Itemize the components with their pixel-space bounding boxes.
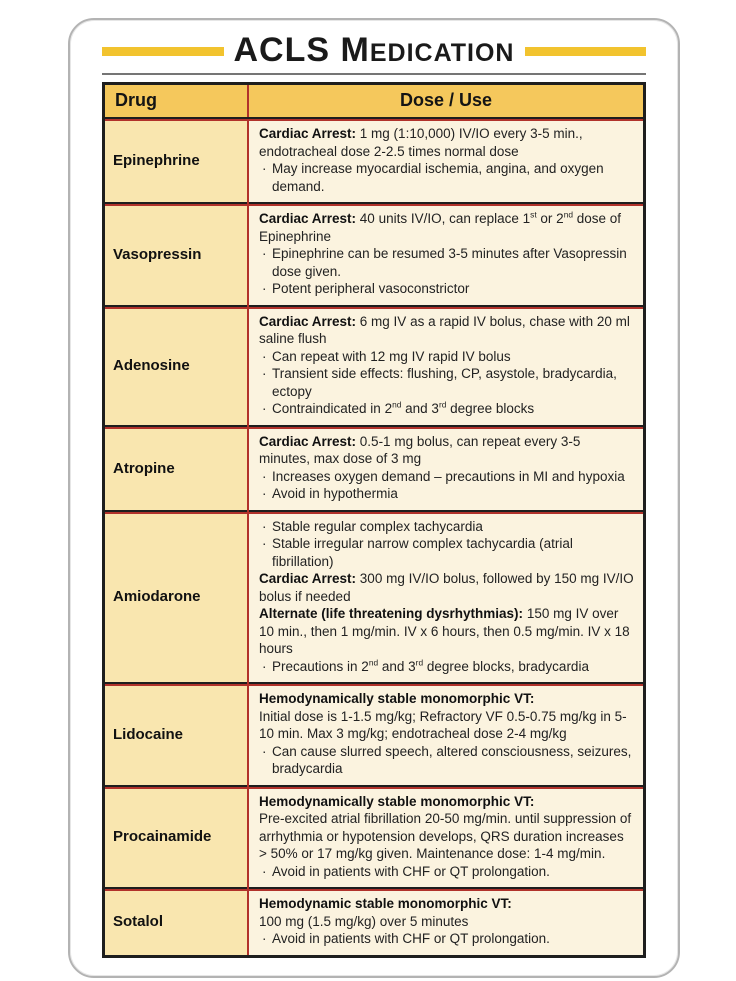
- dose-bullet-item: [259, 280, 635, 298]
- text-segment: Cardiac Arrest:: [259, 571, 357, 586]
- bullet-marker: ·: [262, 281, 267, 296]
- bullet-marker: ·: [262, 366, 267, 381]
- text-segment: Hemodynamic stable monomorphic VT:: [259, 896, 512, 911]
- text-segment: Transient side effects: flushing, CP, asystole, bradycardia, ectopy: [272, 366, 617, 399]
- drug-name-cell: Adenosine: [104, 306, 249, 426]
- table-row: [104, 683, 645, 786]
- dose-paragraph: [259, 605, 635, 658]
- dose-paragraph: [259, 210, 635, 245]
- bullet-marker: ·: [262, 486, 267, 501]
- dose-bullet-item: [259, 743, 635, 778]
- card-content: [102, 32, 646, 958]
- text-segment: 6 mg IV as a rapid IV bolus, chase with 20 ml saline flush: [259, 313, 630, 346]
- text-segment: rd: [438, 399, 447, 410]
- text-segment: Cardiac Arrest:: [259, 211, 357, 226]
- dose-bullet-item: [259, 485, 635, 503]
- text-segment: Can repeat with 12 mg IV rapid IV bolus: [272, 348, 511, 364]
- text-segment: Cardiac Arrest:: [259, 433, 357, 449]
- dose-bullet-item: [259, 348, 635, 366]
- table-row: [104, 306, 645, 426]
- table-row: [104, 511, 645, 684]
- bullet-marker: ·: [262, 161, 267, 176]
- text-segment: 0.5-1 mg bolus, can repeat every 3-5 minutes, max dose of 3 mg: [259, 433, 581, 466]
- drug-name-cell: Atropine: [104, 426, 249, 511]
- drug-name-cell: Procainamide: [104, 786, 249, 889]
- dose-bullet-item: [259, 863, 635, 881]
- text-segment: 1 mg (1:10,000) IV/IO every 3-5 min., endotracheal dose 2-2.5 times normal dose: [259, 126, 583, 159]
- drug-name-cell: Vasopressin: [104, 203, 249, 306]
- reference-card: [68, 18, 680, 978]
- text-segment: Stable regular complex tachycardia: [272, 518, 483, 534]
- dose-bullet-item: [259, 535, 635, 570]
- drug-name-cell: Amiodarone: [104, 511, 249, 684]
- dose-bullet-item: [259, 160, 635, 195]
- bullet-marker: ·: [262, 401, 267, 416]
- text-segment: st: [530, 209, 537, 220]
- dose-paragraph: [259, 913, 635, 931]
- bullet-marker: ·: [262, 536, 267, 551]
- column-header-drug: Drug: [104, 84, 249, 119]
- text-segment: rd: [415, 657, 424, 667]
- table-header: [104, 84, 645, 119]
- dose-paragraph: [259, 570, 635, 605]
- dose-paragraph: [259, 708, 635, 743]
- text-segment: Hemodynamically stable monomorphic VT:: [259, 691, 535, 706]
- dose-use-cell: [248, 203, 645, 306]
- text-segment: Initial dose is 1-1.5 mg/kg; Refractory VF 0.5-0.75 mg/kg in 5-10 min. Max 3 mg/kg; endotracheal dose 2-4 mg/kg: [259, 708, 627, 741]
- dose-use-cell: [248, 426, 645, 511]
- text-segment: Potent peripheral vasoconstrictor: [272, 281, 470, 296]
- table-row: [104, 426, 645, 511]
- text-segment: Increases oxygen demand – precautions in MI and hypoxia: [272, 468, 625, 484]
- dose-use-cell: [248, 306, 645, 426]
- bullet-marker: ·: [262, 863, 267, 879]
- title-acls: ACLS: [233, 30, 331, 69]
- dose-bullet-item: [259, 658, 635, 676]
- bullet-marker: ·: [262, 931, 267, 946]
- text-segment: Precautions in 2: [272, 658, 369, 674]
- text-segment: Epinephrine can be resumed 3-5 minutes after Vasopressin dose given.: [272, 246, 627, 279]
- text-segment: Stable irregular narrow complex tachycardia (atrial fibrillation): [272, 536, 573, 569]
- dose-paragraph: [259, 810, 635, 863]
- text-segment: 300 mg IV/IO bolus, followed by 150 mg IV/IO bolus if needed: [259, 571, 634, 604]
- text-segment: 100 mg (1.5 mg/kg) over 5 minutes: [259, 913, 469, 929]
- text-segment: May increase myocardial ischemia, angina, and oxygen demand.: [272, 161, 604, 194]
- dose-bullet-item: [259, 468, 635, 486]
- column-header-dose-use: Dose / Use: [248, 84, 645, 119]
- text-segment: or 2: [536, 211, 564, 226]
- dose-bullet-item: [259, 245, 635, 280]
- text-segment: Pre-excited atrial fibrillation 20-50 mg/min. until suppression of arrhythmia or hypotension develops, QRS duration increases > 50% or 17 mg/kg given. Maintenance dose: 1-4 mg/min.: [259, 811, 632, 861]
- title-right-bar: [525, 47, 647, 56]
- text-segment: nd: [392, 399, 402, 410]
- medication-table: [102, 82, 646, 958]
- text-segment: Alternate (life threatening dysrhythmias):: [259, 606, 524, 621]
- dose-paragraph: [259, 433, 635, 468]
- card-title-row: [102, 32, 646, 70]
- table-row: [104, 786, 645, 889]
- text-segment: Avoid in patients with CHF or QT prolongation.: [272, 931, 550, 946]
- text-segment: nd: [368, 657, 379, 667]
- text-segment: 40 units IV/IO, can replace 1: [356, 211, 531, 226]
- bullet-marker: ·: [262, 468, 267, 484]
- dose-bullet-item: [259, 930, 635, 948]
- dose-paragraph: [259, 313, 635, 348]
- title-underline: [102, 73, 646, 75]
- dose-bullet-item: [259, 365, 635, 400]
- drug-name-cell: Lidocaine: [104, 683, 249, 786]
- drug-name-cell: Epinephrine: [104, 118, 249, 203]
- text-segment: degree blocks, bradycardia: [423, 658, 589, 674]
- bullet-marker: ·: [262, 246, 267, 261]
- text-segment: Avoid in patients with CHF or QT prolongation.: [272, 863, 550, 879]
- text-segment: Can cause slurred speech, altered consciousness, seizures, bradycardia: [272, 743, 632, 776]
- dose-use-cell: [248, 786, 645, 889]
- text-segment: Cardiac Arrest:: [259, 126, 357, 141]
- text-segment: degree blocks: [446, 401, 535, 416]
- text-segment: Contraindicated in 2: [272, 401, 393, 416]
- drug-name-cell: Sotalol: [104, 888, 249, 956]
- bullet-marker: ·: [262, 743, 267, 759]
- dose-bullet-item: [259, 400, 635, 418]
- table-body: [104, 118, 645, 956]
- text-segment: Avoid in hypothermia: [272, 486, 398, 501]
- title-left-bar: [102, 47, 224, 56]
- text-segment: Hemodynamically stable monomorphic VT:: [259, 793, 535, 809]
- bullet-marker: ·: [262, 658, 267, 674]
- bullet-marker: ·: [262, 518, 267, 534]
- dose-paragraph: [259, 793, 635, 811]
- dose-paragraph: [259, 690, 635, 708]
- table-row: [104, 888, 645, 956]
- dose-bullet-item: [259, 518, 635, 536]
- table-row: [104, 203, 645, 306]
- dose-paragraph: [259, 125, 635, 160]
- table-row: [104, 118, 645, 203]
- dose-use-cell: [248, 118, 645, 203]
- bullet-marker: ·: [262, 348, 267, 364]
- dose-paragraph: [259, 895, 635, 913]
- dose-use-cell: [248, 683, 645, 786]
- text-segment: nd: [563, 209, 573, 220]
- text-segment: and 3: [378, 658, 416, 674]
- text-segment: 150 mg IV over 10 min., then 1 mg/min. IV x 6 hours, then 0.5 mg/min. IV x 18 hours: [259, 606, 630, 656]
- dose-use-cell: [248, 511, 645, 684]
- title-medication: MEDICATION: [340, 30, 515, 69]
- text-segment: Cardiac Arrest:: [259, 313, 357, 329]
- page-title: [233, 30, 515, 70]
- text-segment: dose of Epinephrine: [259, 211, 622, 244]
- text-segment: and 3: [401, 401, 439, 416]
- dose-use-cell: [248, 888, 645, 956]
